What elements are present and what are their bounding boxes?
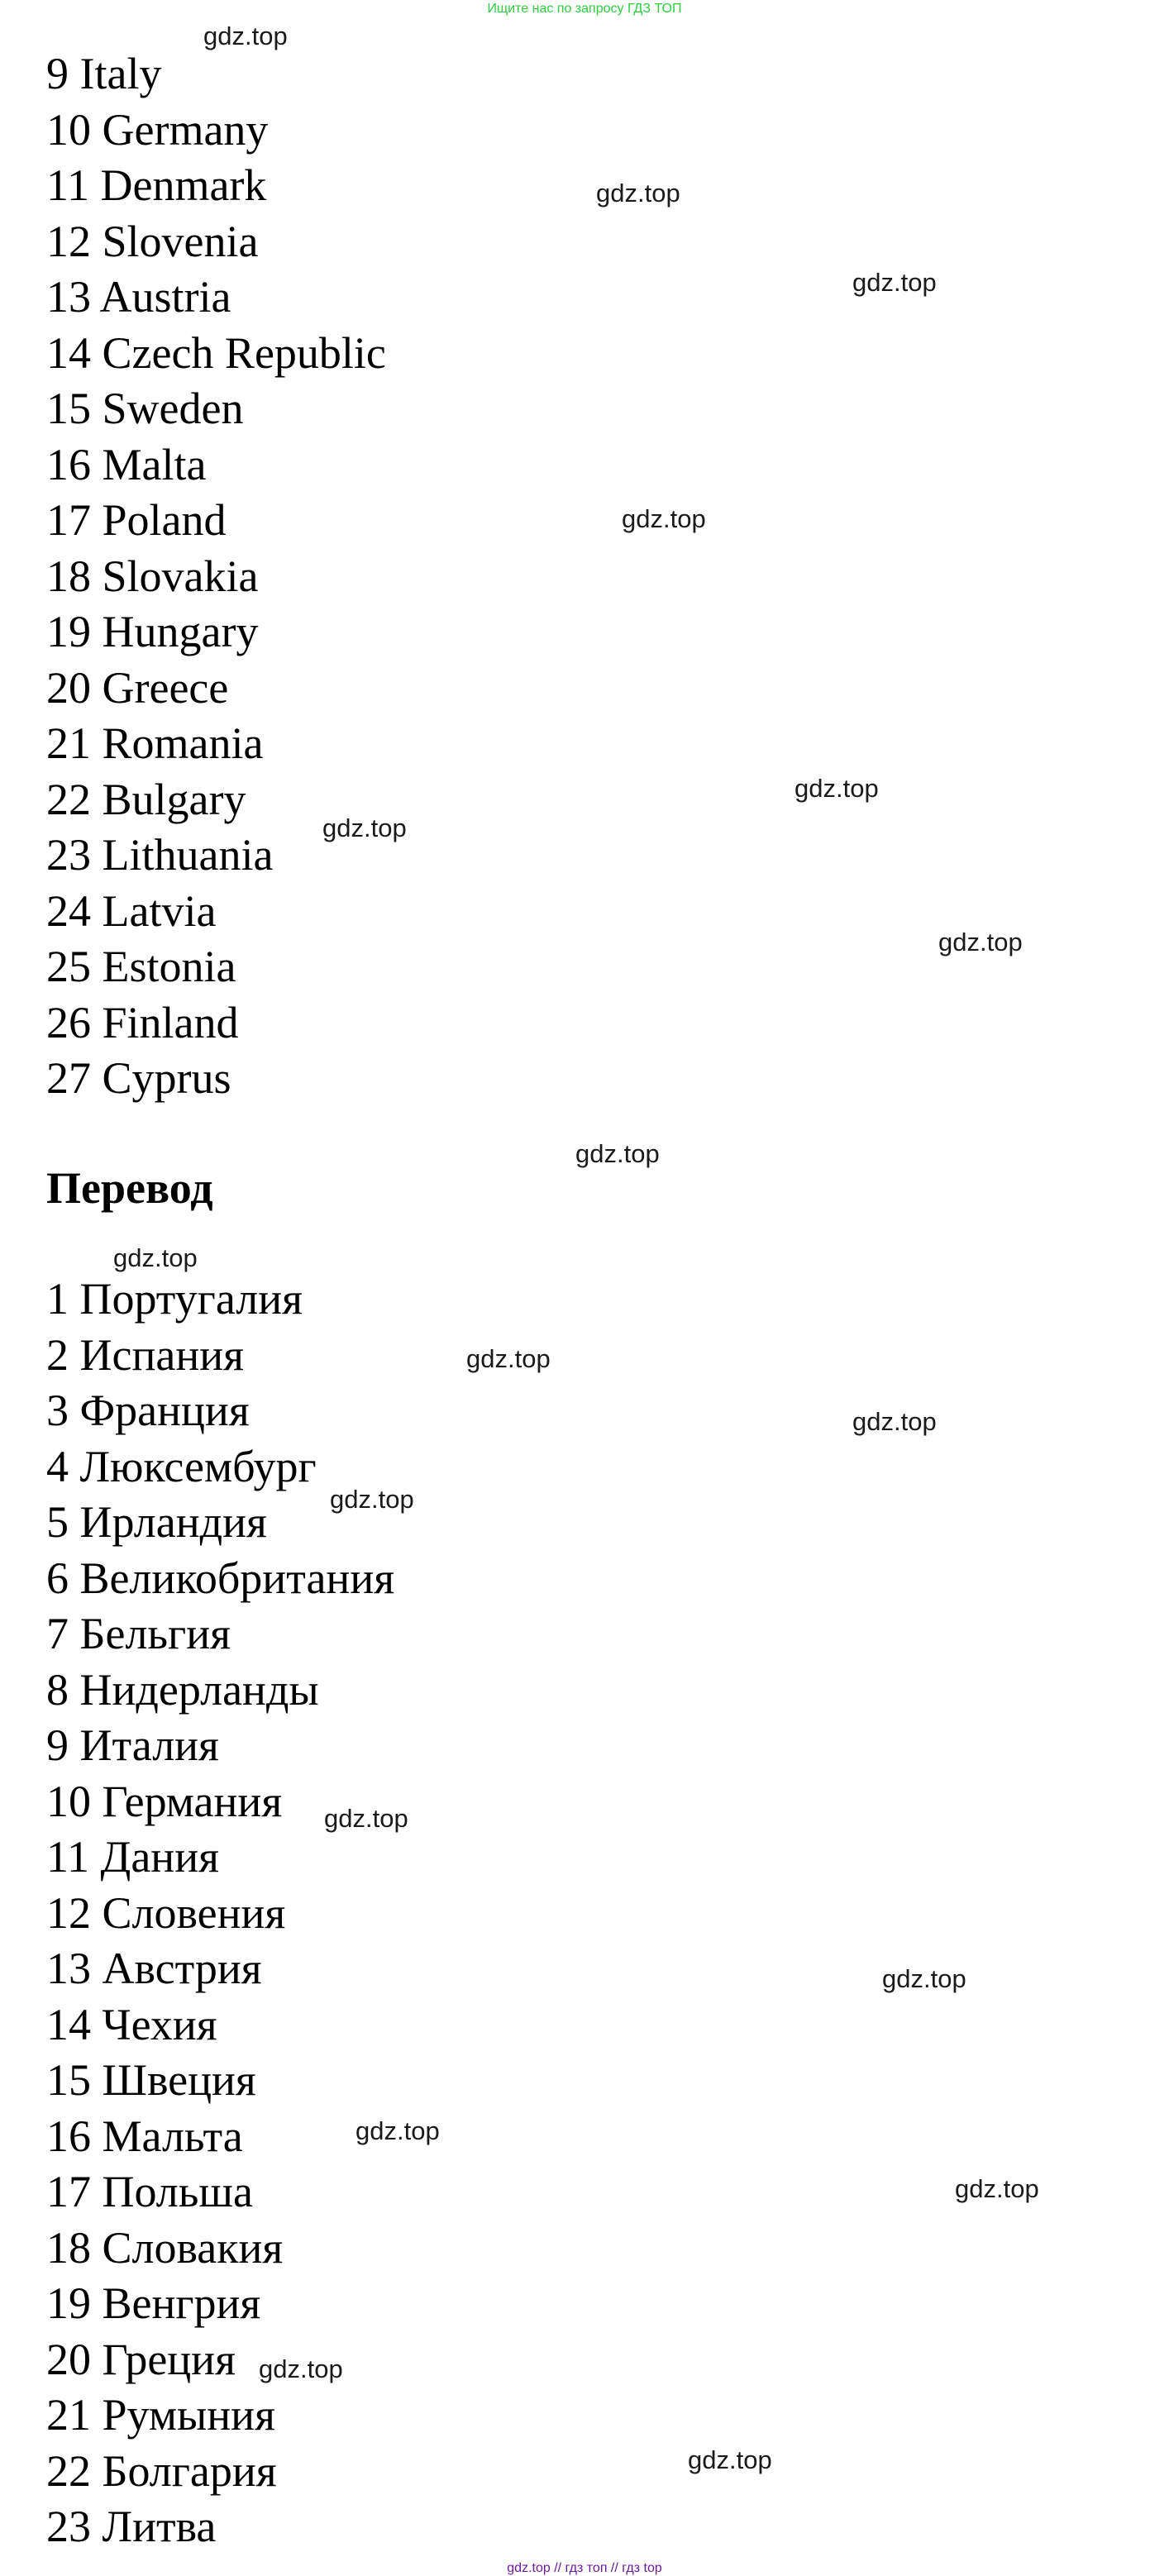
list-item: 11 Дания (46, 1832, 219, 1882)
watermark: gdz.top (575, 1139, 660, 1168)
list-item: 10 Германия (46, 1776, 283, 1826)
list-item: 17 Польша (46, 2167, 253, 2216)
list-item: 4 Люксембург (46, 1441, 317, 1491)
watermark: gdz.top (113, 1243, 198, 1272)
watermark: gdz.top (259, 2354, 343, 2383)
list-item: 12 Словения (46, 1887, 286, 1938)
list-item: 22 Bulgary (46, 774, 246, 824)
list-item: 14 Czech Republic (46, 327, 386, 378)
list-item: 16 Мальта (46, 2111, 243, 2161)
list-item: 22 Болгария (46, 2445, 277, 2496)
list-item: 15 Швеция (46, 2055, 256, 2105)
watermark: gdz.top (622, 504, 706, 533)
list-item: 8 Нидерланды (46, 1664, 319, 1715)
watermark: gdz.top (688, 2445, 772, 2474)
list-item: 23 Литва (46, 2502, 217, 2551)
list-item: 7 Бельгия (46, 1609, 231, 1658)
list-item: 9 Италия (46, 1720, 219, 1770)
list-item: 27 Cyprus (46, 1053, 231, 1103)
list-item: 24 Latvia (46, 885, 217, 936)
list-item: 13 Австрия (46, 1944, 262, 1993)
list-item: 16 Malta (46, 439, 207, 489)
list-item: 20 Greece (46, 662, 229, 713)
list-item: 15 Sweden (46, 384, 244, 433)
list-item: 19 Hungary (46, 607, 259, 656)
list-item: 18 Slovakia (46, 551, 259, 601)
list-item: 2 Испания (46, 1329, 244, 1380)
list-item: 14 Чехия (46, 1999, 217, 2049)
list-item: 19 Венгрия (46, 2278, 261, 2328)
watermark: gdz.top (324, 1804, 408, 1833)
countries-list-english (46, 46, 386, 1107)
watermark: gdz.top (596, 179, 680, 208)
watermark: gdz.top (322, 813, 407, 842)
list-item: 1 Португалия (46, 1274, 303, 1324)
translation-heading: Перевод (46, 1163, 213, 1213)
watermark: gdz.top (330, 1485, 414, 1514)
list-item: 17 Poland (46, 495, 227, 545)
list-item: 10 Germany (46, 104, 269, 155)
watermark: gdz.top (794, 774, 879, 803)
list-item: 9 Italy (46, 49, 162, 98)
list-item: 25 Estonia (46, 942, 236, 991)
list-item: 26 Finland (46, 997, 239, 1047)
watermark: gdz.top (955, 2174, 1039, 2203)
watermark: gdz.top (203, 21, 288, 50)
footer: gdz.top // гдз топ // гдз top (507, 2561, 662, 2575)
list-item: 11 Denmark (46, 160, 267, 210)
list-item: 21 Румыния (46, 2390, 275, 2440)
top-banner: Ищите нас по запросу ГДЗ ТОП (487, 2, 682, 16)
list-item: 20 Греция (46, 2334, 236, 2384)
watermark: gdz.top (882, 1964, 966, 1993)
list-item: 5 Ирландия (46, 1497, 267, 1547)
watermark: gdz.top (938, 928, 1023, 956)
list-item: 21 Romania (46, 718, 264, 768)
watermark: gdz.top (852, 1407, 937, 1436)
watermark: gdz.top (466, 1344, 551, 1373)
watermark: gdz.top (852, 268, 937, 297)
list-item: 23 Lithuania (46, 830, 274, 880)
list-item: 18 Словакия (46, 2222, 284, 2273)
list-item: 3 Франция (46, 1386, 250, 1435)
list-item: 6 Великобритания (46, 1553, 395, 1603)
list-item: 12 Slovenia (46, 216, 259, 266)
list-item: 13 Austria (46, 272, 231, 322)
watermark: gdz.top (355, 2116, 440, 2145)
